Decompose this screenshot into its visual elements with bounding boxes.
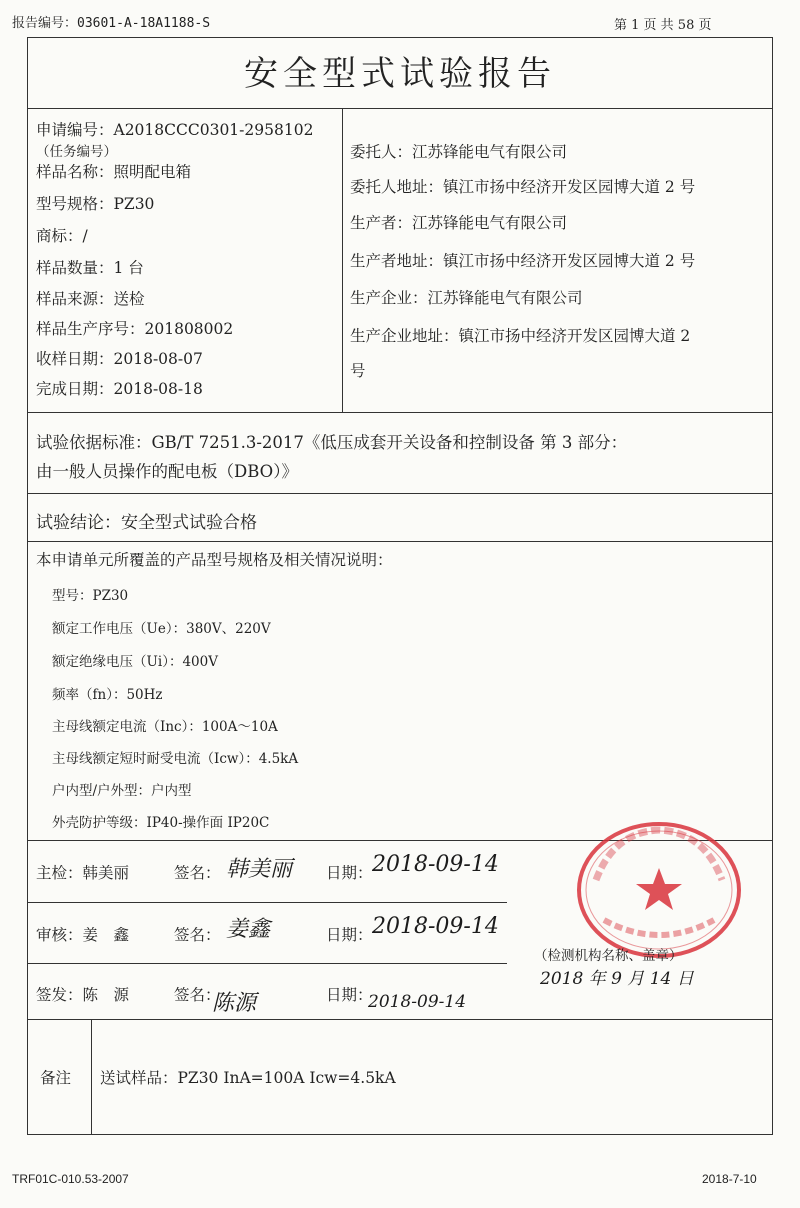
test-conclusion: 试验结论：安全型式试验合格 <box>36 513 257 533</box>
page-info: 第 1 页 共 58 页 <box>614 18 712 33</box>
remarks-text: 送试样品：PZ30 InA=100A Icw=4.5kA <box>100 1069 396 1087</box>
test-standard-line1: 试验依据标准：GB/T 7251.3-2017《低压成套开关设备和控制设备 第 3 部分： <box>36 433 628 452</box>
stamp-date: 2018 年 9 月 14 日 <box>540 969 694 989</box>
factory-address: 生产企业地址：镇江市扬中经济开发区园博大道 2 <box>350 327 691 345</box>
test-standard-line2: 由一般人员操作的配电板（DBO）》 <box>36 462 298 481</box>
handwritten-signature: 韩美丽 <box>226 857 293 882</box>
chief-inspector: 主检：韩美丽 <box>36 864 130 882</box>
official-seal-icon <box>574 820 744 960</box>
handwritten-date: 2018-09-14 <box>372 914 499 939</box>
divider <box>27 1019 773 1020</box>
handwritten-date: 2018-09-14 <box>368 992 467 1012</box>
column-divider <box>91 1019 92 1135</box>
trademark: 商标：/ <box>36 227 88 245</box>
factory-address-cont: 号 <box>350 362 366 380</box>
date-label: 日期： <box>326 986 373 1004</box>
manufacturer-address: 生产者地址：镇江市扬中经济开发区园博大道 2 号 <box>350 252 696 270</box>
client-address: 委托人地址：镇江市扬中经济开发区园博大道 2 号 <box>350 178 696 196</box>
date-label: 日期： <box>326 864 373 882</box>
sample-quantity: 样品数量：1 台 <box>36 259 144 277</box>
signature-label: 签名： <box>174 864 221 882</box>
spec-item: 主母线额定短时耐受电流（Icw）：4.5kA <box>52 751 299 767</box>
spec-item: 型号：PZ30 <box>52 588 129 604</box>
receive-date: 收样日期：2018-08-07 <box>36 350 203 368</box>
factory: 生产企业：江苏锋能电气有限公司 <box>350 289 583 307</box>
sample-source: 样品来源：送检 <box>36 290 145 308</box>
manufacturer: 生产者：江苏锋能电气有限公司 <box>350 214 568 232</box>
spec-item: 额定工作电压（Ue）：380V、220V <box>52 621 271 637</box>
date-label: 日期： <box>326 926 373 944</box>
column-divider <box>342 108 343 412</box>
description-heading: 本申请单元所覆盖的产品型号规格及相关情况说明： <box>36 551 393 569</box>
signature-label: 签名： <box>174 926 221 944</box>
handwritten-signature: 陈源 <box>212 991 257 1016</box>
spec-item: 户内型/户外型：户内型 <box>52 783 192 799</box>
report-title: 安全型式试验报告 <box>244 54 556 94</box>
divider <box>27 541 773 542</box>
signature-label: 签名： <box>174 986 221 1004</box>
handwritten-signature: 姜鑫 <box>226 917 271 942</box>
form-number: TRF01C-010.53-2007 <box>12 1172 129 1186</box>
issuer: 签发：陈 源 <box>36 986 130 1004</box>
spec-item: 频率（fn）：50Hz <box>52 687 163 703</box>
report-number: 报告编号：03601-A-18A1188-S <box>12 16 211 31</box>
divider <box>27 963 507 964</box>
finish-date: 完成日期：2018-08-18 <box>36 380 203 398</box>
form-date: 2018-7-10 <box>702 1172 757 1186</box>
spec-item: 外壳防护等级：IP40-操作面 IP20C <box>52 815 270 831</box>
task-number-label: （任务编号） <box>36 144 117 160</box>
divider <box>27 902 507 903</box>
client: 委托人：江苏锋能电气有限公司 <box>350 143 568 161</box>
production-number: 样品生产序号：201808002 <box>36 320 234 338</box>
model-spec: 型号规格：PZ30 <box>36 195 155 213</box>
spec-item: 主母线额定电流（Inc）：100A～10A <box>52 719 278 735</box>
stamp-caption: （检测机构名称、盖章） <box>534 948 683 964</box>
divider <box>27 108 773 109</box>
sample-name: 样品名称：照明配电箱 <box>36 163 192 181</box>
divider <box>27 412 773 413</box>
reviewer: 审核：姜 鑫 <box>36 926 130 944</box>
remarks-label: 备注 <box>40 1069 72 1087</box>
spec-item: 额定绝缘电压（Ui）：400V <box>52 654 218 670</box>
divider <box>27 493 773 494</box>
application-number: 申请编号：A2018CCC0301-2958102 <box>36 121 314 139</box>
handwritten-date: 2018-09-14 <box>372 852 499 877</box>
